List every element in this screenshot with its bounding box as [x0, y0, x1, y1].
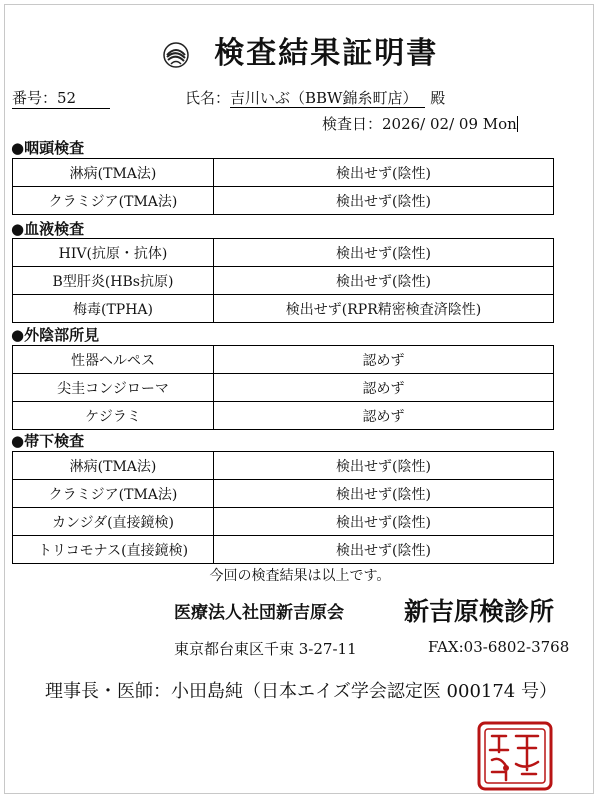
table-row [13, 452, 554, 480]
table-row [13, 402, 554, 430]
section-heading: ●咽頭検査 [11, 139, 85, 157]
table-row [13, 346, 554, 374]
test-name: B型肝炎(HBs抗原) [13, 267, 214, 295]
official-seal-stamp [476, 720, 554, 792]
test-name: クラミジア(TMA法) [13, 480, 214, 508]
test-result: 検出せず(陰性) [214, 239, 554, 267]
test-name: カンジダ(直接鏡検) [13, 508, 214, 536]
test-result: 検出せず(陰性) [214, 159, 554, 187]
test-result: 認めず [214, 346, 554, 374]
test-result: 検出せず(陰性) [214, 452, 554, 480]
table-row [13, 536, 554, 564]
clinic-logo-icon [162, 41, 190, 69]
test-result: 検出せず(陰性) [214, 480, 554, 508]
results-table-blood [12, 238, 554, 323]
test-result: 認めず [214, 402, 554, 430]
table-row [13, 508, 554, 536]
section-heading: ●外陰部所見 [11, 326, 100, 344]
table-row [13, 267, 554, 295]
test-name: 梅毒(TPHA) [13, 295, 214, 323]
table-row [13, 187, 554, 215]
test-name: 尖圭コンジローマ [13, 374, 214, 402]
text-cursor [517, 116, 518, 132]
table-row [13, 480, 554, 508]
document-title [0, 28, 600, 72]
table-row [13, 159, 554, 187]
document-number: 番号：52 [12, 87, 110, 109]
table-row [13, 239, 554, 267]
section-heading: ●帯下検査 [11, 432, 85, 450]
name-label: 氏名： [185, 89, 231, 107]
test-name: 淋病(TMA法) [13, 159, 214, 187]
clinic-name: 新吉原検診所 [404, 597, 555, 626]
test-result: 検出せず(陰性) [214, 187, 554, 215]
test-result: 検出せず(陰性) [214, 267, 554, 295]
results-table-discharge [12, 451, 554, 564]
exam-date [322, 113, 518, 134]
table-row [13, 295, 554, 323]
test-name: トリコモナス(直接鏡検) [13, 536, 214, 564]
test-name: 性器ヘルペス [13, 346, 214, 374]
test-result: 検出せず(RPR精密検査済陰性) [214, 295, 554, 323]
test-result: 検出せず(陰性) [214, 508, 554, 536]
test-name: HIV(抗原・抗体) [13, 239, 214, 267]
director-signature-line: 理事長・医師：小田島純（日本エイズ学会認定医 000174 号） [45, 681, 557, 702]
test-result: 認めず [214, 374, 554, 402]
honorific: 殿 [430, 89, 446, 107]
exam-date-text: 検査日：2026/ 02/ 09 Mon [322, 115, 517, 133]
clinic-address: 東京都台東区千束 3-27-11 [174, 640, 357, 658]
patient-name: 吉川いぶ（BBW錦糸町店） [230, 89, 425, 108]
test-name: クラミジア(TMA法) [13, 187, 214, 215]
results-table-throat [12, 158, 554, 215]
table-row [13, 374, 554, 402]
clinic-fax: FAX:03-6802-3768 [428, 638, 570, 656]
test-name: 淋病(TMA法) [13, 452, 214, 480]
closing-note: 今回の検査結果は以上です。 [209, 568, 391, 584]
section-heading: ●血液検査 [11, 220, 85, 238]
test-name: ケジラミ [13, 402, 214, 430]
results-table-external [12, 345, 554, 430]
title-text: 検査結果証明書 [214, 36, 439, 71]
test-result: 検出せず(陰性) [214, 536, 554, 564]
organization-name: 医療法人社団新吉原会 [174, 603, 344, 623]
patient-name-line [185, 87, 445, 108]
